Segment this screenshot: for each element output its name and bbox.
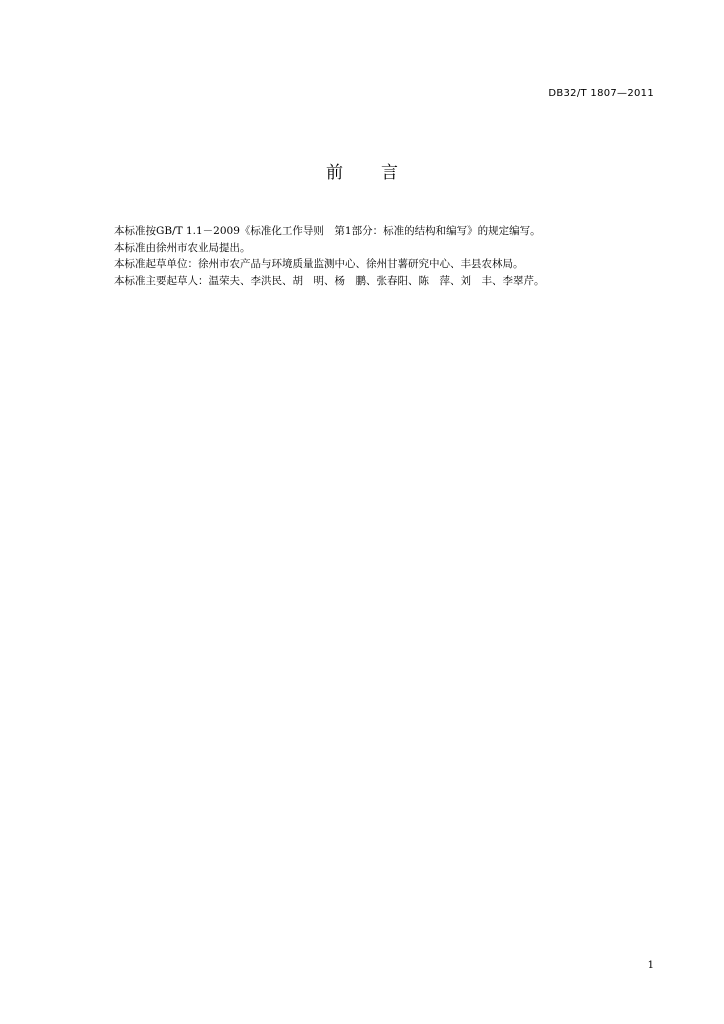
- page-number: 1: [647, 960, 654, 971]
- foreword-body: [114, 223, 654, 289]
- paragraph-drafting-units: 本标准起草单位：徐州市农产品与环境质量监测中心、徐州甘薯研究中心、丰县农林局。: [114, 258, 524, 270]
- standard-code: DB32/T 1807—2011: [548, 88, 654, 99]
- page-title: 前言: [326, 163, 436, 183]
- paragraph-proposer: 本标准由徐州市农业局提出。: [114, 241, 251, 254]
- paragraph-drafters: 本标准主要起草人：温荣夫、李洪民、胡 明、杨 鹏、张春阳、陈 萍、刘 丰、李翠芹。: [114, 274, 545, 287]
- paragraph-drafting-rules: 本标准按GB/T 1.1－2009《标准化工作导则 第1部分：标准的结构和编写》的规定编写。: [114, 225, 541, 237]
